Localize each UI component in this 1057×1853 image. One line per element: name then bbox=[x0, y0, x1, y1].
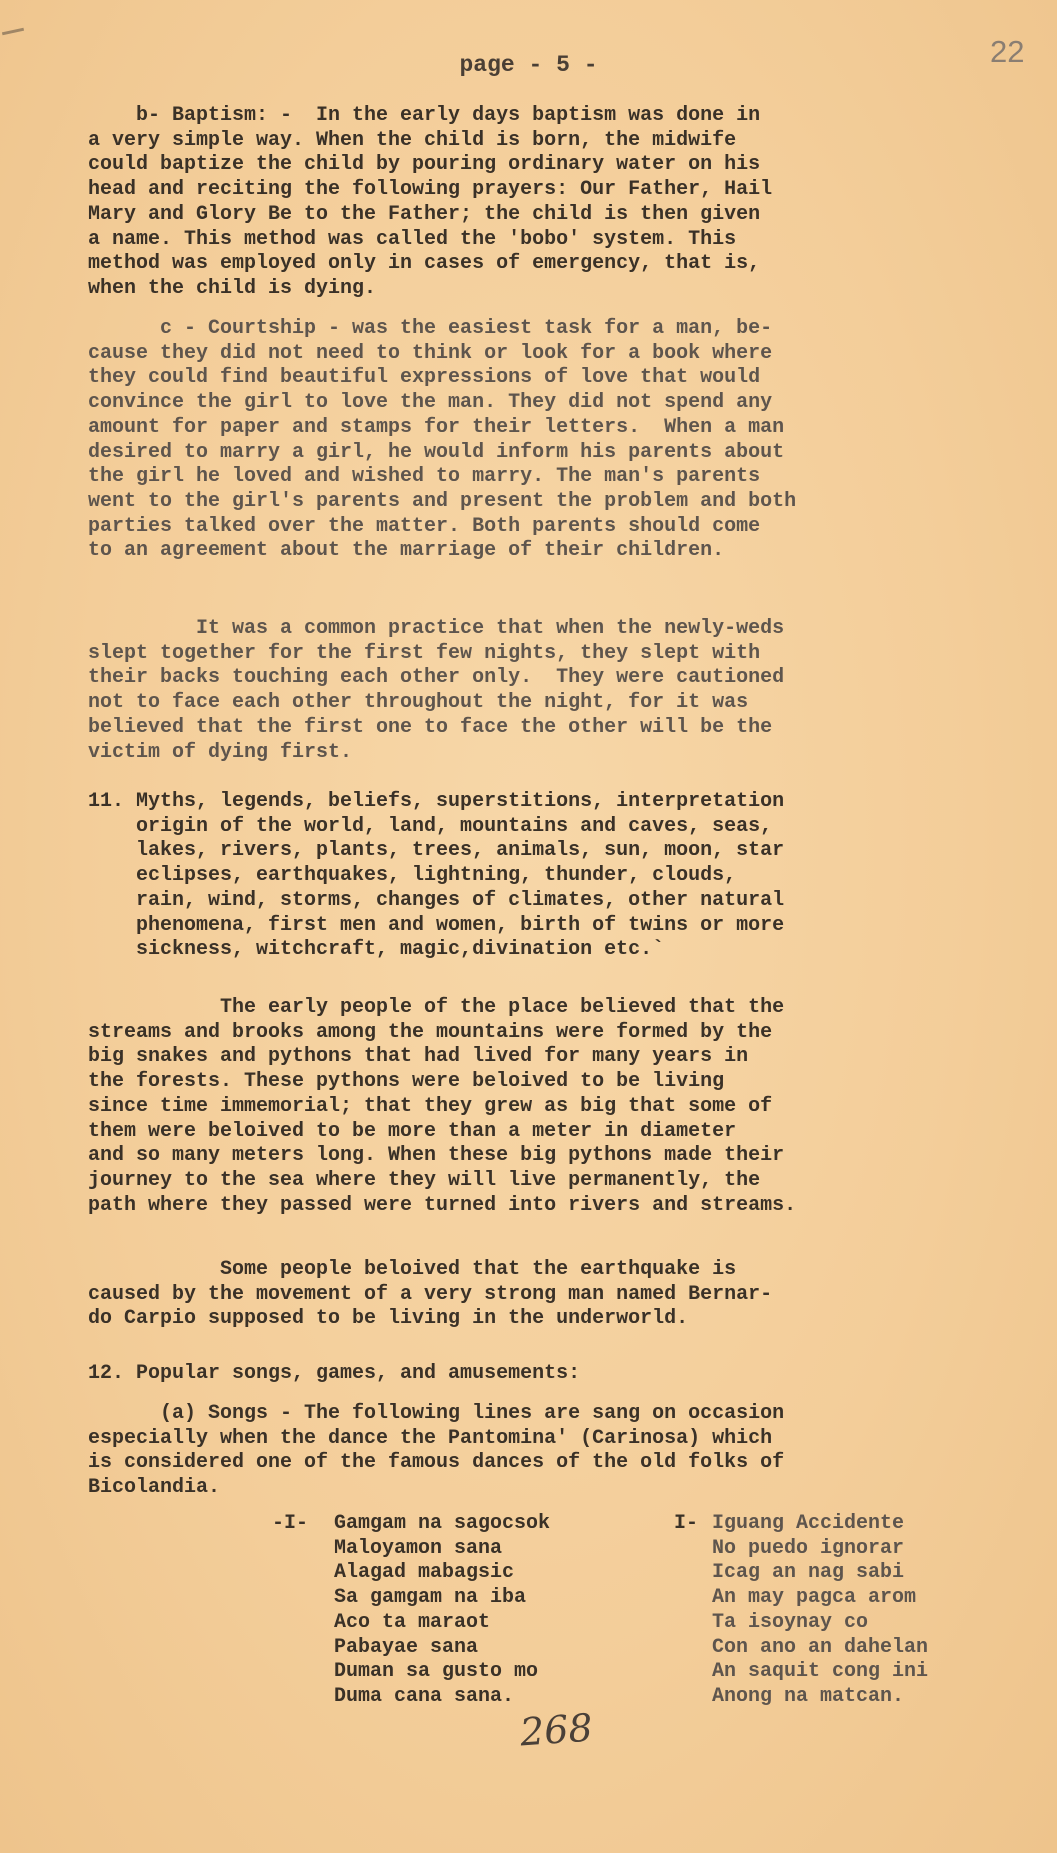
pythons-paragraph bbox=[88, 996, 968, 1218]
stray-ink-mark bbox=[2, 28, 24, 36]
newlyweds-line: It was a common practice that when the newly-weds bbox=[88, 617, 785, 640]
courtship-line: c - Courtship - was the easiest task for a man, be- bbox=[88, 317, 773, 340]
handwritten-page-number: 268 bbox=[518, 1705, 594, 1755]
song-one-lines bbox=[334, 1512, 550, 1710]
song_one-line: Duman sa gusto mo bbox=[334, 1660, 539, 1684]
earthquake-line: do Carpio supposed to be living in the underworld. bbox=[88, 1307, 689, 1331]
courtship-line: parties talked over the matter. Both parents should come bbox=[88, 514, 761, 538]
song_two-line: Con ano an dahelan bbox=[712, 1635, 929, 1659]
song_two-line: No puedo ignorar bbox=[712, 1536, 905, 1560]
song_one-line: Sa gamgam na iba bbox=[334, 1586, 527, 1610]
newlyweds-paragraph bbox=[88, 617, 968, 765]
song_two-line: An may pagca arom bbox=[712, 1586, 917, 1610]
earthquake-line: Some people beloived that the earthquake is bbox=[88, 1258, 737, 1281]
newlyweds-line: victim of dying first. bbox=[88, 740, 353, 764]
courtship-line: the girl he loved and wished to marry. The man's parents bbox=[88, 465, 761, 489]
baptism-line: when the child is dying. bbox=[88, 276, 377, 300]
courtship-line: they could find beautiful expressions of love that would bbox=[88, 366, 761, 390]
song_two-line: An saquit cong ini bbox=[712, 1660, 929, 1684]
song_two-line: Anong na matcan. bbox=[712, 1684, 905, 1708]
song_two-line: Iguang Accidente bbox=[712, 1512, 905, 1535]
song_one-line: Maloyamon sana bbox=[334, 1536, 503, 1560]
baptism-line: a name. This method was called the 'bobo' system. This bbox=[88, 227, 737, 251]
song_two-line: Ta isoynay co bbox=[712, 1610, 869, 1634]
page-header: page - 5 - bbox=[459, 52, 598, 78]
newlyweds-line: not to face each other throughout the night, for it was bbox=[88, 691, 749, 715]
songs_intro-line: Bicolandia. bbox=[88, 1476, 221, 1500]
song-two-lines bbox=[712, 1512, 928, 1710]
earthquake-line: caused by the movement of a very strong man named Bernar- bbox=[88, 1282, 773, 1306]
song_one-line: Aco ta maraot bbox=[334, 1610, 491, 1634]
songs-intro-paragraph bbox=[88, 1402, 968, 1501]
baptism-line: a very simple way. When the child is born, the midwife bbox=[88, 128, 737, 152]
folio-number: 22 bbox=[990, 34, 1025, 69]
songs_intro-line: is considered one of the famous dances of the old folks of bbox=[88, 1451, 785, 1475]
song-one-number: -I- bbox=[272, 1512, 309, 1535]
songs_intro-line: especially when the dance the Pantomina' (Carinosa) which bbox=[88, 1426, 773, 1450]
courtship-line: cause they did not need to think or look for a book where bbox=[88, 341, 773, 365]
myths_heading-line: lakes, rivers, plants, trees, animals, sun, moon, star bbox=[88, 839, 785, 863]
song_one-line: Duma cana sana. bbox=[334, 1684, 515, 1708]
song_one-line: Alagad mabagsic bbox=[334, 1561, 515, 1585]
myths-heading bbox=[88, 790, 968, 963]
pythons-line: The early people of the place believed that the bbox=[88, 996, 785, 1019]
song-two-number: I- bbox=[674, 1512, 699, 1535]
baptism-line: Mary and Glory Be to the Father; the child is then given bbox=[88, 202, 761, 226]
myths_heading-line: sickness, witchcraft, magic,divination etc.` bbox=[88, 938, 665, 962]
courtship-line: went to the girl's parents and present the problem and both bbox=[88, 489, 797, 513]
myths_heading-line: rain, wind, storms, changes of climates, other natural bbox=[88, 888, 785, 912]
pythons-line: them were beloived to be more than a meter in diameter bbox=[88, 1119, 737, 1143]
pythons-line: streams and brooks among the mountains were formed by the bbox=[88, 1020, 773, 1044]
newlyweds-line: slept together for the first few nights, they slept with bbox=[88, 641, 761, 665]
myths_heading-line: phenomena, first men and women, birth of twins or more bbox=[88, 913, 785, 937]
pythons-line: and so many meters long. When these big pythons made their bbox=[88, 1144, 785, 1168]
courtship-line: to an agreement about the marriage of their children. bbox=[88, 539, 725, 563]
courtship-line: convince the girl to love the man. They did not spend any bbox=[88, 391, 773, 415]
song_one-line: Gamgam na sagocsok bbox=[334, 1512, 551, 1535]
myths_heading-line: 11. Myths, legends, beliefs, superstitions, interpretation bbox=[88, 790, 785, 813]
newlyweds-line: their backs touching each other only. They were cautioned bbox=[88, 666, 785, 690]
pythons-line: path where they passed were turned into rivers and streams. bbox=[88, 1193, 797, 1217]
songs_intro-line: (a) Songs - The following lines are sang on occasion bbox=[88, 1402, 785, 1425]
baptism-line: could baptize the child by pouring ordinary water on his bbox=[88, 153, 761, 177]
songs-heading: 12. Popular songs, games, and amusements: bbox=[88, 1362, 581, 1385]
myths_heading-line: eclipses, earthquakes, lightning, thunder, clouds, bbox=[88, 864, 737, 888]
courtship-line: amount for paper and stamps for their letters. When a man bbox=[88, 415, 785, 439]
pythons-line: big snakes and pythons that had lived for many years in bbox=[88, 1045, 749, 1069]
courtship-line: desired to marry a girl, he would inform his parents about bbox=[88, 440, 785, 464]
song_two-line: Icag an nag sabi bbox=[712, 1561, 905, 1585]
newlyweds-line: believed that the first one to face the other will be the bbox=[88, 715, 773, 739]
baptism-line: method was employed only in cases of emergency, that is, bbox=[88, 252, 761, 276]
baptism-line: b- Baptism: - In the early days baptism was done in bbox=[88, 104, 761, 127]
earthquake-paragraph bbox=[88, 1258, 968, 1332]
baptism-paragraph bbox=[88, 104, 968, 302]
pythons-line: since time immemorial; that they grew as big that some of bbox=[88, 1094, 773, 1118]
courtship-paragraph bbox=[88, 317, 968, 564]
pythons-line: the forests. These pythons were beloived to be living bbox=[88, 1070, 725, 1094]
myths_heading-line: origin of the world, land, mountains and caves, seas, bbox=[88, 814, 773, 838]
baptism-line: head and reciting the following prayers: Our Father, Hail bbox=[88, 178, 773, 202]
song_one-line: Pabayae sana bbox=[334, 1635, 479, 1659]
pythons-line: journey to the sea where they will live permanently, the bbox=[88, 1168, 761, 1192]
